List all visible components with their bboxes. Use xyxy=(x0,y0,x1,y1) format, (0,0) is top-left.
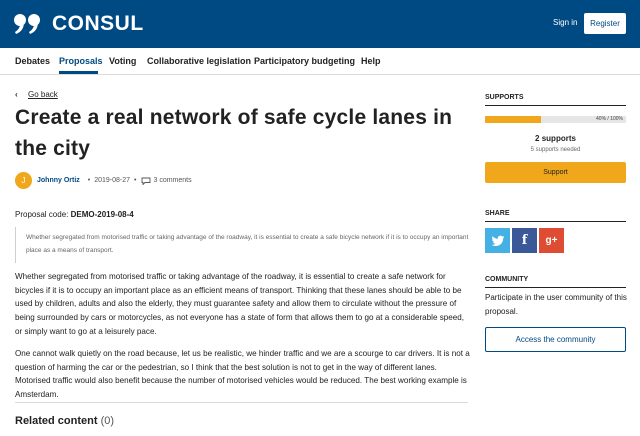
share-heading: SHARE xyxy=(485,210,510,217)
nav-item-proposals[interactable]: Proposals xyxy=(59,56,103,66)
google-plus-share-button[interactable] xyxy=(539,228,564,253)
proposal-code xyxy=(15,209,134,220)
google-plus-icon: g+ xyxy=(545,235,558,246)
divider xyxy=(485,287,626,288)
twitter-share-button[interactable] xyxy=(485,228,510,253)
proposal-date: 2019-08-27 xyxy=(94,176,131,184)
supports-heading: SUPPORTS xyxy=(485,94,524,101)
sign-in-link[interactable]: Sign in xyxy=(553,18,578,27)
related-content-count: (0) xyxy=(100,415,115,427)
active-tab-indicator xyxy=(59,71,98,74)
proposal-code-value: DEMO-2019-08-4 xyxy=(70,210,134,219)
proposal-body-paragraph: Whether segregated from motorised traffic or taking advantage of the roadway, it is essential to create a safe network for bicycles if it is to occupy an important place as an efficient means of transport. Thinking that these lanes should be able to be used by children, adults and also the elderly, they must guarantee safety and allow them to circulate without the pressure of being surrounded by cars or motorcycles, as not everyone has a state of form that allows them to go at a considerable speed, or simply want to go at a leisurely pace. xyxy=(15,272,464,336)
related-content-heading[interactable] xyxy=(15,414,114,428)
register-button[interactable]: Register xyxy=(584,13,626,34)
nav-item-collaborative-legislation[interactable]: Collaborative legislation xyxy=(147,56,252,66)
support-button[interactable]: Support xyxy=(485,162,626,183)
brand-name: CONSUL xyxy=(52,12,144,35)
top-bar xyxy=(0,0,640,48)
nav-item-help[interactable]: Help xyxy=(361,56,381,66)
comments-icon xyxy=(141,177,151,184)
share-buttons xyxy=(485,228,564,253)
proposal-body-paragraph: One cannot walk quietly on the road because, let us be realistic, we hinder traffic and we are a scourge to car drivers. It is not a question of harming the car or the pedestrian, so I think that the best solution is not to get in the way of different lanes. Motorised traffic would also benefit because the number of motorised vehicles would be reduced. The best working example is Amsterdam. xyxy=(15,349,470,400)
author-link[interactable]: Johnny Ortiz xyxy=(37,176,80,184)
supports-progress-label: 40% / 100% xyxy=(596,116,623,122)
proposal-summary: Whether segregated from motorised traffic or taking advantage of the roadway, it is essential to create a safe bicycle network if it is to occupy an important place as a means of transport. xyxy=(15,227,470,263)
supports-progress-fill xyxy=(485,116,541,123)
avatar: J xyxy=(15,172,32,189)
proposal-code-label: Proposal code: xyxy=(15,210,69,219)
chevron-left-icon: ‹ xyxy=(15,90,18,99)
supports-needed: 5 supports needed xyxy=(530,147,581,153)
go-back-label: Go back xyxy=(28,90,58,99)
nav-item-voting[interactable]: Voting xyxy=(109,56,137,66)
divider xyxy=(15,402,468,403)
community-description: Participate in the user community of this proposal. xyxy=(485,293,627,316)
twitter-icon xyxy=(491,234,505,248)
supports-progress-bar xyxy=(485,116,626,123)
nav-item-participatory-budgeting[interactable]: Participatory budgeting xyxy=(254,56,356,66)
nav-item-debates[interactable]: Debates xyxy=(15,56,51,66)
access-community-button[interactable]: Access the community xyxy=(485,327,626,352)
divider xyxy=(485,221,626,222)
go-back-link[interactable] xyxy=(15,90,58,100)
proposal-meta xyxy=(15,171,192,189)
divider xyxy=(485,105,626,106)
consul-logo-icon xyxy=(14,13,42,35)
community-heading: COMMUNITY xyxy=(485,276,529,283)
separator-dot: • xyxy=(87,176,91,184)
related-content-label: Related content xyxy=(15,415,98,427)
page-title: Create a real network of safe cycle lanes in the city xyxy=(15,106,453,160)
facebook-icon: f xyxy=(521,233,528,248)
separator-dot: • xyxy=(134,176,137,184)
facebook-share-button[interactable] xyxy=(512,228,537,253)
comments-link[interactable]: 3 comments xyxy=(153,176,192,184)
supports-count: 2 supports xyxy=(535,134,576,143)
logo[interactable] xyxy=(14,12,144,36)
